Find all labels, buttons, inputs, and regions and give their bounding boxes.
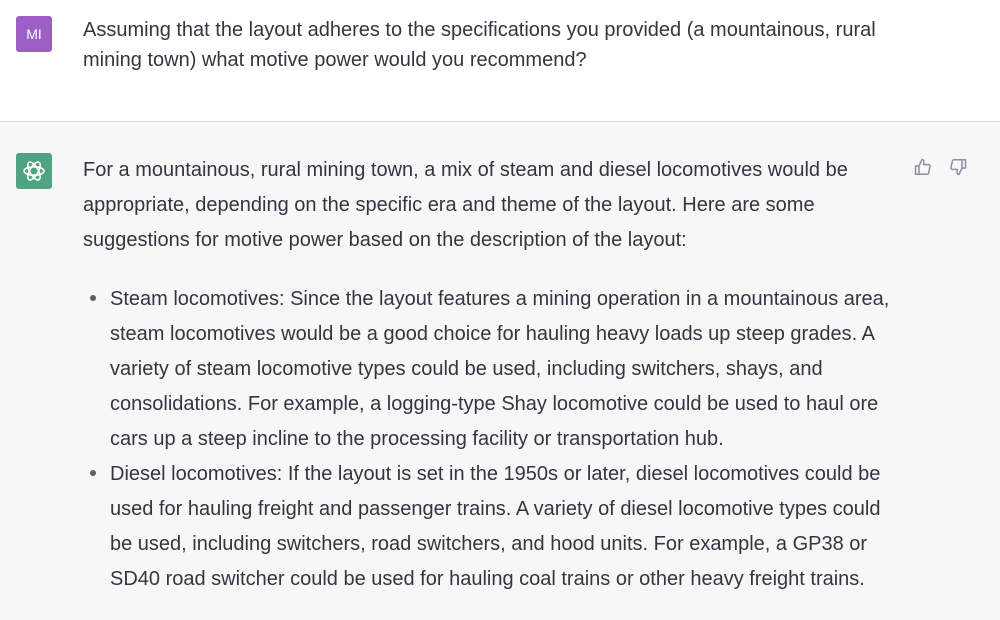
list-item: Steam locomotives: Since the layout features a mining operation in a mountainous area, steam locomotives would be a good choice for hauling heavy loads up steep grades. A variety of steam locomotive types could be used, including switchers, shays, and consolidations. For example, a logging-type Shay locomotive could be used to haul ore cars up a steep incline to the processing facility or transportation hub.: [110, 282, 893, 457]
answer-bullet-list: [83, 282, 893, 597]
user-avatar: [16, 16, 52, 52]
user-message-text: Assuming that the layout adheres to the specifications you provided (a mountainous, rural mining town) what motive power would you recommend?: [83, 19, 876, 71]
list-item: Diesel locomotives: If the layout is set in the 1950s or later, diesel locomotives could be used for hauling freight and passenger trains. A variety of diesel locomotive types could be used, including switchers, road switchers, and hood units. For example, a GP38 or SD40 road switcher could be used for hauling coal trains or other heavy freight trains.: [110, 457, 893, 597]
thumbs-up-button[interactable]: [912, 156, 934, 178]
openai-logo-icon: [21, 158, 47, 184]
thumbs-up-icon: [913, 157, 933, 177]
assistant-message-body: [83, 153, 893, 597]
thumbs-down-icon: [948, 157, 968, 177]
assistant-avatar: [16, 153, 52, 189]
user-avatar-initials: MI: [26, 26, 42, 42]
user-message-row: [0, 0, 1000, 122]
thumbs-down-button[interactable]: [947, 156, 969, 178]
assistant-message-row: [0, 122, 1000, 620]
answer-intro: For a mountainous, rural mining town, a mix of steam and diesel locomotives would be appropriate, depending on the specific era and theme of the layout. Here are some suggestions for motive power based on the description of the layout:: [83, 159, 848, 251]
